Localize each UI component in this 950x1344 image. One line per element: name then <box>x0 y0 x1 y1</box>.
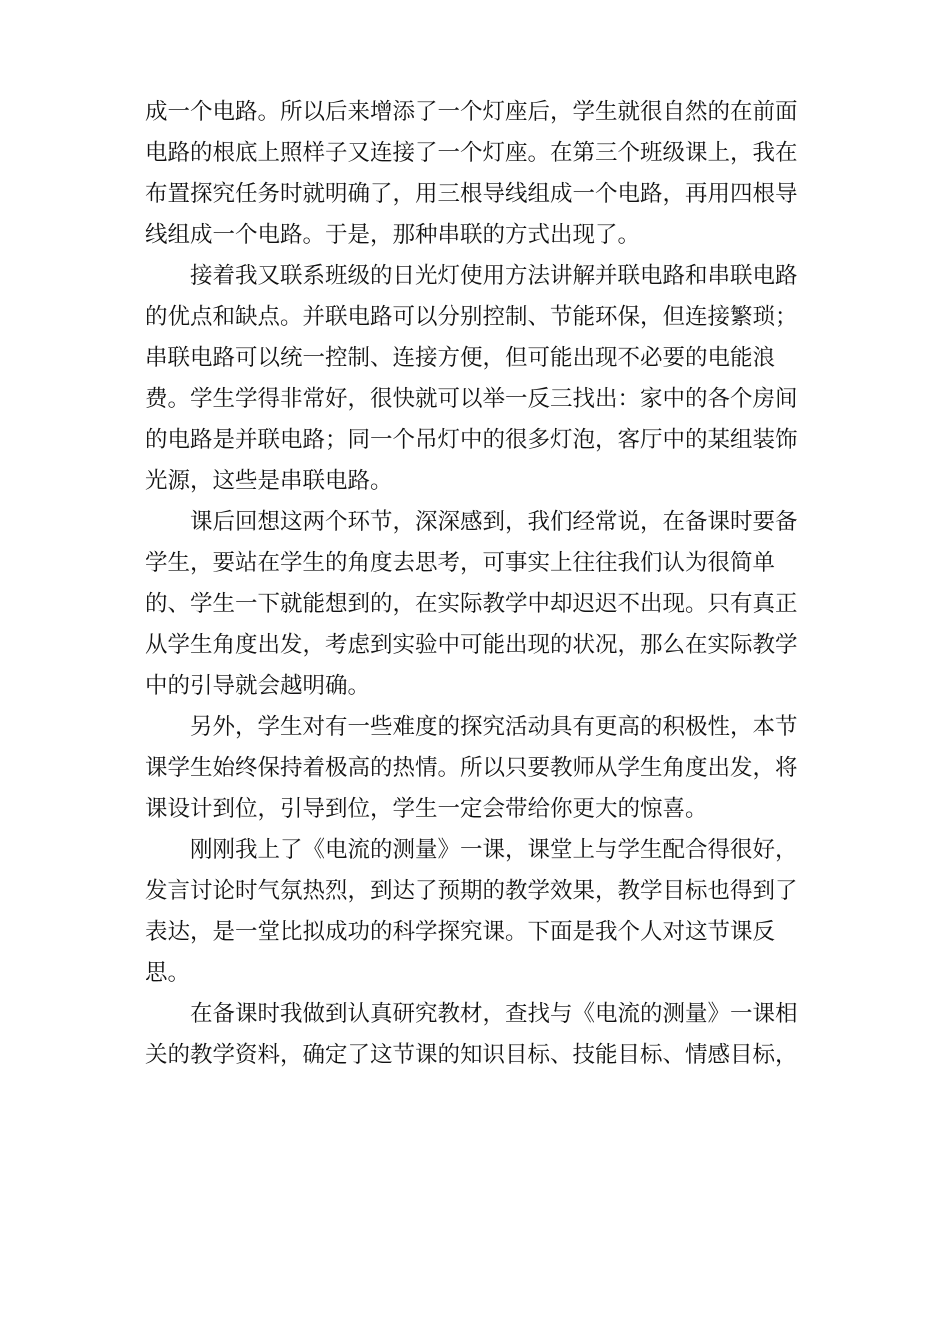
text-line: 光源，这些是串联电路。 <box>145 468 393 494</box>
text-line: 课设计到位，引导到位，学生一定会带给你更大的惊喜。 <box>145 796 708 822</box>
text-line: 从学生角度出发，考虑到实验中可能出现的状况，那么在实际教学 <box>145 632 798 658</box>
text-line: 线组成一个电路。于是，那种串联的方式出现了。 <box>145 222 641 248</box>
text-line: 电路的根底上照样子又连接了一个灯座。在第三个班级课上，我在 <box>145 140 798 166</box>
text-line: 布置探究任务时就明确了，用三根导线组成一个电路，再用四根导 <box>145 181 798 207</box>
text-line: 学生，要站在学生的角度去思考，可事实上往往我们认为很简单 <box>145 550 776 576</box>
text-line: 思。 <box>145 960 191 986</box>
paragraph-first-line: 接着我又联系班级的日光灯使用方法讲解并联电路和串联电路 <box>190 263 798 289</box>
text-line: 表达，是一堂比拟成功的科学探究课。下面是我个人对这节课反 <box>145 919 776 945</box>
text-line: 成一个电路。所以后来增添了一个灯座后，学生就很自然的在前面 <box>145 99 798 125</box>
paragraph-first-line: 刚刚我上了《电流的测量》一课，课堂上与学生配合得很好， <box>190 837 798 863</box>
document-body-text <box>145 92 800 1076</box>
paragraph-first-line: 另外，学生对有一些难度的探究活动具有更高的积极性，本节 <box>190 714 798 740</box>
text-line: 费。学生学得非常好，很快就可以举一反三找出：家中的各个房间 <box>145 386 798 412</box>
text-line: 关的教学资料，确定了这节课的知识目标、技能目标、情感目标， <box>145 1042 798 1068</box>
paragraph-first-line: 课后回想这两个环节，深深感到，我们经常说，在备课时要备 <box>190 509 798 535</box>
text-line: 串联电路可以统一控制、连接方便，但可能出现不必要的电能浪 <box>145 345 776 371</box>
text-line: 的电路是并联电路；同一个吊灯中的很多灯泡，客厅中的某组装饰 <box>145 427 798 453</box>
text-line: 中的引导就会越明确。 <box>145 673 371 699</box>
text-line: 的优点和缺点。并联电路可以分别控制、节能环保，但连接繁琐； <box>145 304 798 330</box>
paragraph-first-line: 在备课时我做到认真研究教材，查找与《电流的测量》一课相 <box>190 1001 798 1027</box>
text-line: 的、学生一下就能想到的，在实际教学中却迟迟不出现。只有真正 <box>145 591 798 617</box>
text-line: 课学生始终保持着极高的热情。所以只要教师从学生角度出发，将 <box>145 755 798 781</box>
text-line: 发言讨论时气氛热烈，到达了预期的教学效果，教学目标也得到了 <box>145 878 798 904</box>
